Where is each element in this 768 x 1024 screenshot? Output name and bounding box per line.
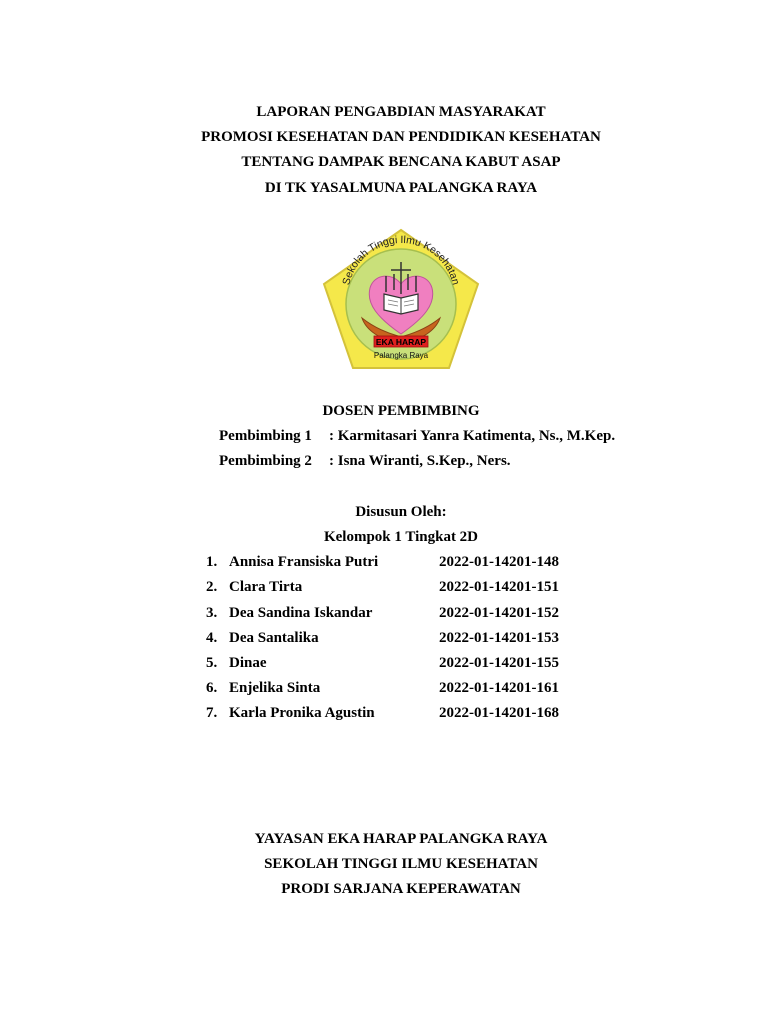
member-number: 2. <box>206 579 218 595</box>
member-number: 6. <box>206 680 218 696</box>
member-name: Enjelika Sinta <box>229 680 321 696</box>
member-number: 4. <box>206 630 218 646</box>
institution-logo <box>318 226 484 372</box>
member-number: 1. <box>206 554 218 570</box>
supervisors-heading: DOSEN PEMBIMBING <box>322 403 480 419</box>
member-name: Dinae <box>229 655 267 671</box>
logo-arc-text: Sekolah Tinggi Ilmu Kesehatan <box>340 234 462 287</box>
member-id: 2022-01-14201-153 <box>439 630 559 646</box>
member-name: Annisa Fransiska Putri <box>229 554 379 570</box>
member-name: Dea Santalika <box>229 630 319 646</box>
member-number: 3. <box>206 605 218 621</box>
title-line-2: PROMOSI KESEHATAN DAN PENDIDIKAN KESEHATAN <box>201 129 601 145</box>
title-line-1: LAPORAN PENGABDIAN MASYARAKAT <box>256 104 546 120</box>
member-id: 2022-01-14201-152 <box>439 605 559 621</box>
supervisor-1-value: : Karmitasari Yanra Katimenta, Ns., M.Kep. <box>329 428 616 444</box>
member-id: 2022-01-14201-151 <box>439 579 559 595</box>
member-id: 2022-01-14201-148 <box>439 554 559 570</box>
title-line-4: DI TK YASALMUNA PALANGKA RAYA <box>264 180 538 196</box>
supervisor-2-value: : Isna Wiranti, S.Kep., Ners. <box>329 453 511 469</box>
institution-line-3: PRODI SARJANA KEPERAWATAN <box>281 881 521 897</box>
institution-line-1: YAYASAN EKA HARAP PALANGKA RAYA <box>254 831 548 847</box>
logo-banner-text: EKA HARAP <box>375 337 427 347</box>
authors-group: Kelompok 1 Tingkat 2D <box>323 529 479 545</box>
member-number: 5. <box>206 655 218 671</box>
supervisor-1-label: Pembimbing 1 <box>219 428 312 444</box>
member-name: Karla Pronika Agustin <box>229 705 375 721</box>
member-name: Dea Sandina Iskandar <box>229 605 373 621</box>
member-id: 2022-01-14201-155 <box>439 655 559 671</box>
member-name: Clara Tirta <box>229 579 303 595</box>
logo-city-text: Palangka Raya <box>373 351 429 360</box>
title-line-3: TENTANG DAMPAK BENCANA KABUT ASAP <box>241 154 561 170</box>
institution-line-2: SEKOLAH TINGGI ILMU KESEHATAN <box>264 856 538 872</box>
member-id: 2022-01-14201-168 <box>439 705 559 721</box>
member-id: 2022-01-14201-161 <box>439 680 559 696</box>
member-number: 7. <box>206 705 218 721</box>
authors-heading: Disusun Oleh: <box>355 504 447 520</box>
supervisor-2-label: Pembimbing 2 <box>219 453 312 469</box>
